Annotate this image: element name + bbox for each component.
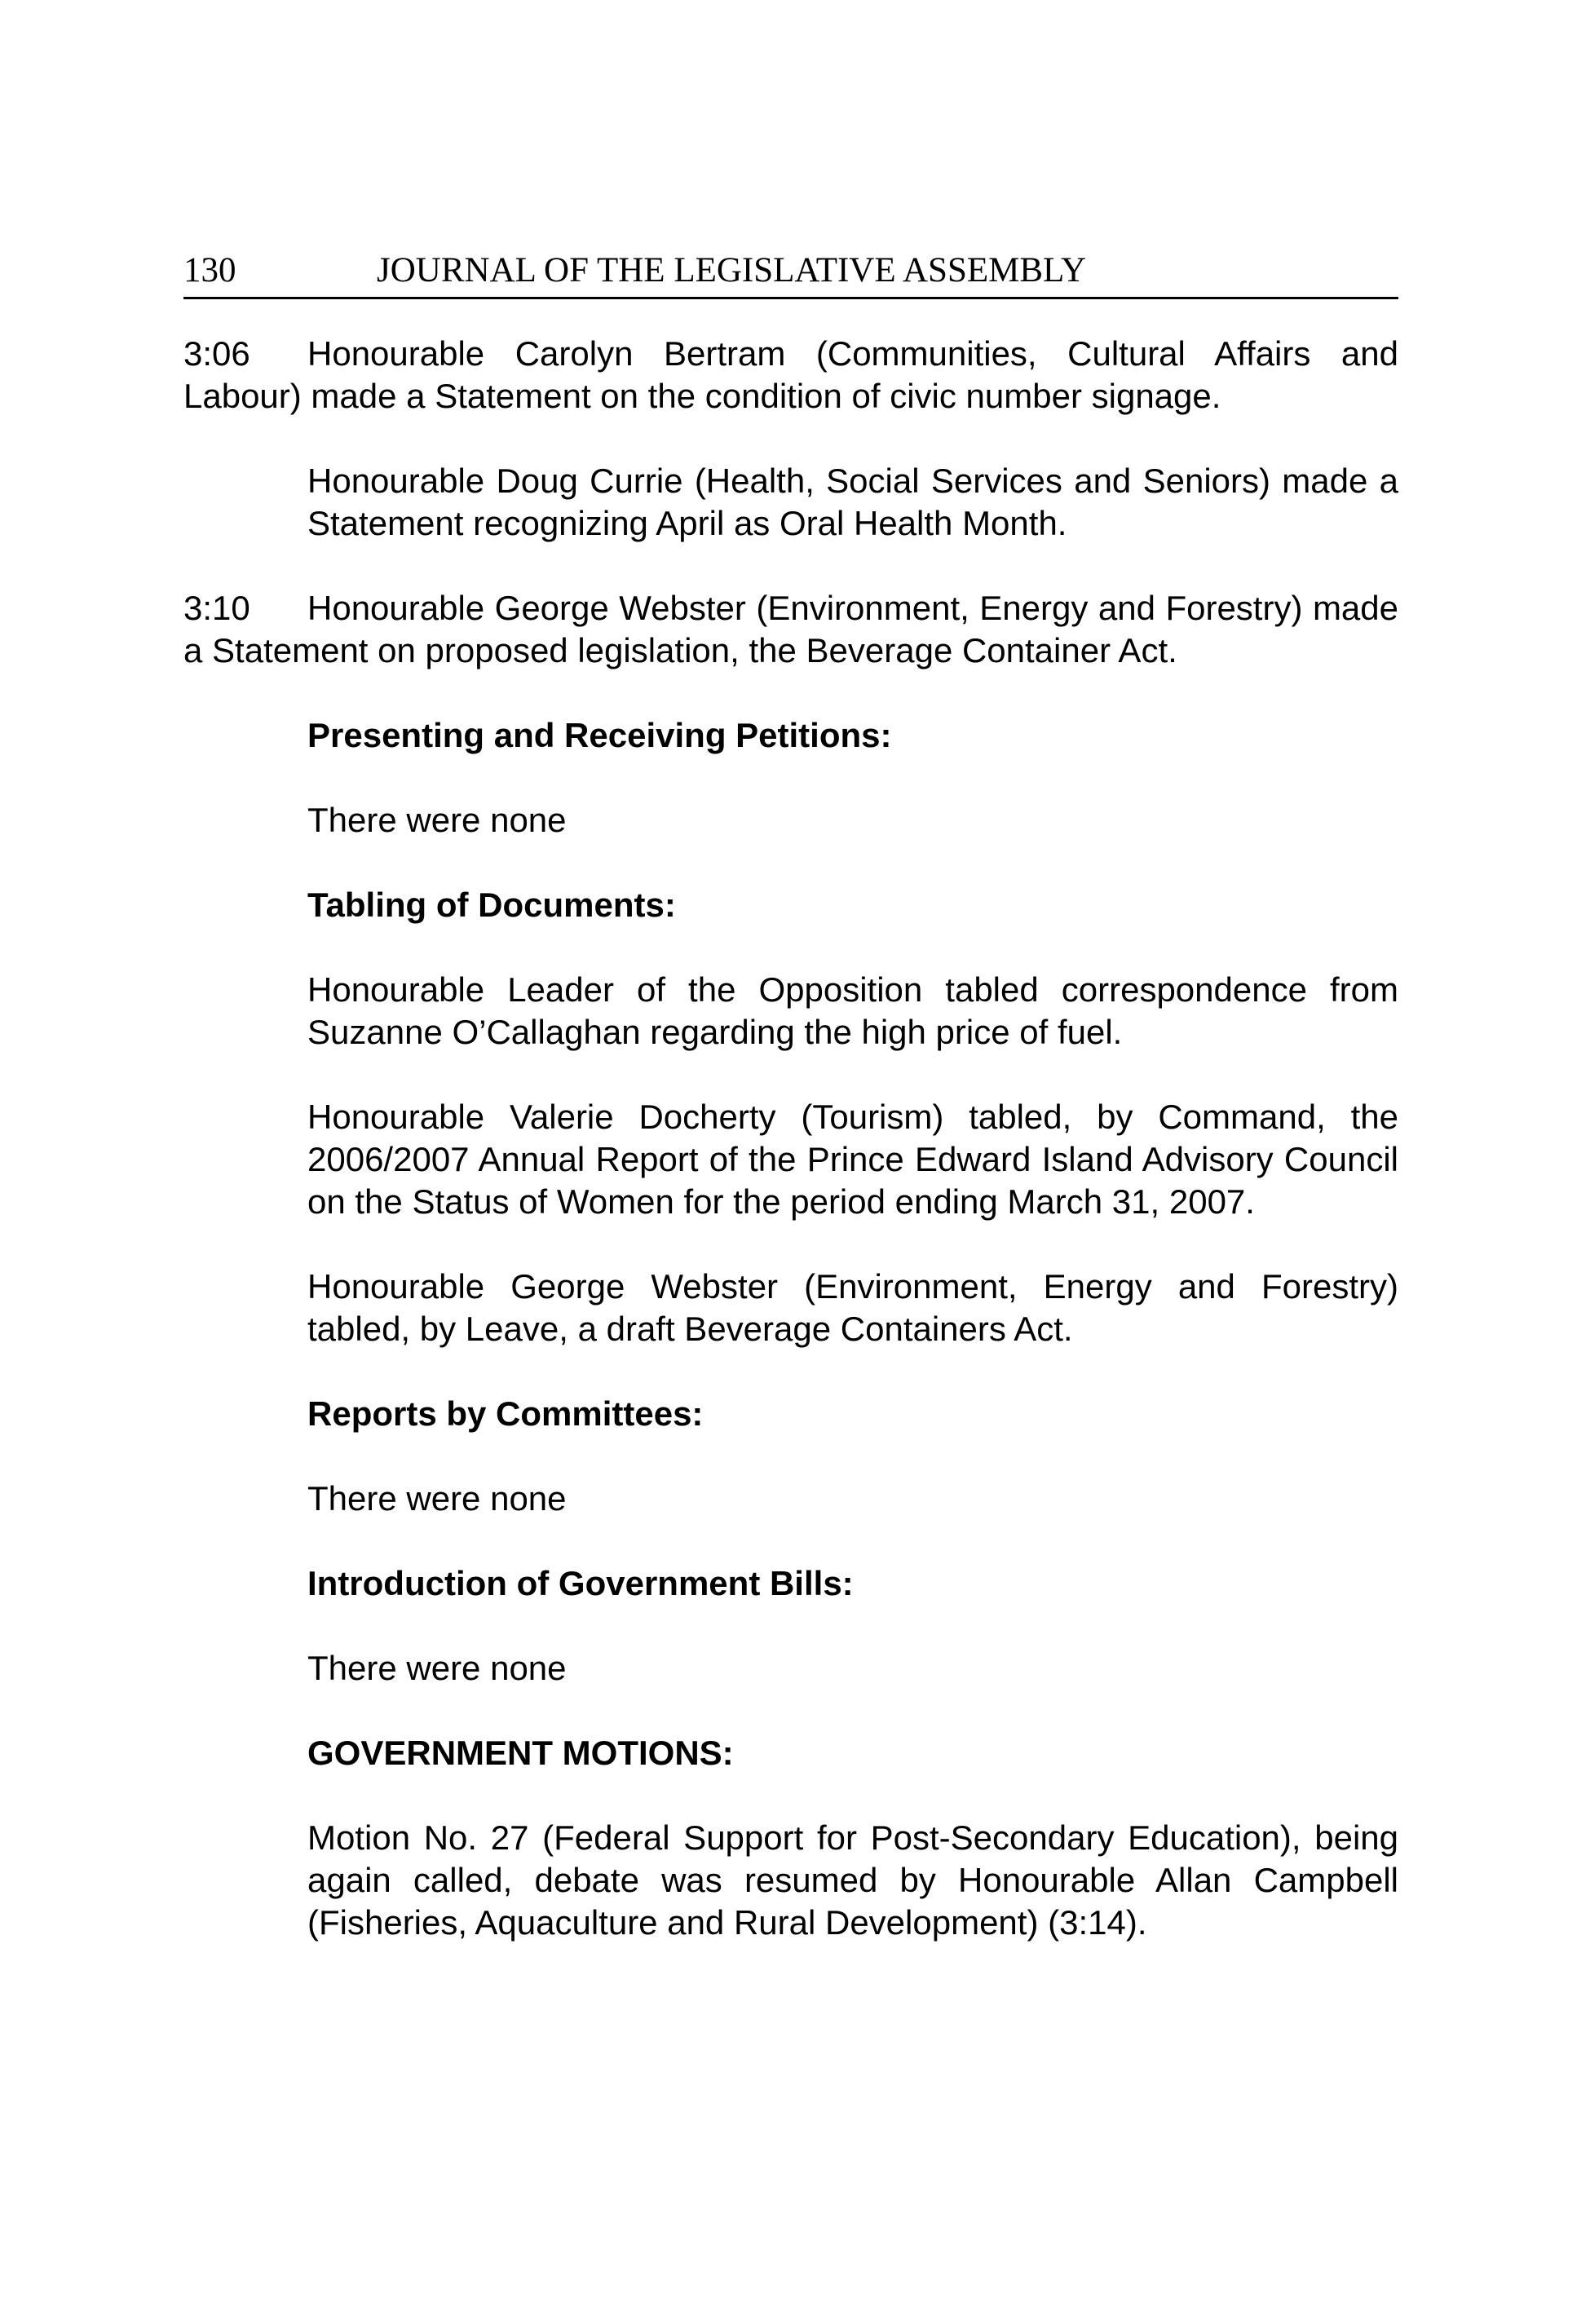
page-number: 130 (183, 251, 236, 289)
entry-time: 3:10 (183, 589, 250, 627)
committees-text: There were none (307, 1479, 567, 1518)
entry-text: Honourable George Webster (Environment, Energy and Forestry) made a Statement on proposed legislation, the Beverage Container Act. (183, 589, 1398, 669)
entry-3-06 (183, 333, 1398, 418)
journal-page (183, 245, 1398, 1944)
tabling-paragraph-3: Honourable George Webster (Environment, Energy and Forestry) tabled, by Leave, a draft Beverage Containers Act. (307, 1267, 1398, 1348)
entry-3-10 (183, 587, 1398, 672)
government-motions-text: Motion No. 27 (Federal Support for Post-Secondary Education), being again called, debate was resumed by Honourable Allan Campbell (Fisheries, Aquaculture and Rural Development) (3:14). (307, 1818, 1398, 1942)
journal-body (183, 333, 1398, 1944)
entry-time: 3:06 (183, 334, 250, 373)
petitions-text: There were none (307, 801, 567, 839)
section-heading-committees: Reports by Committees: (307, 1394, 704, 1433)
entry-text: Honourable Carolyn Bertram (Communities, Cultural Affairs and Labour) made a Statement on the condition of civic number signage. (183, 334, 1398, 415)
section-heading-petitions: Presenting and Receiving Petitions: (307, 716, 892, 754)
tabling-paragraph-1: Honourable Leader of the Opposition tabled correspondence from Suzanne O’Callaghan regarding the high price of fuel. (307, 970, 1398, 1051)
government-bills-text: There were none (307, 1649, 567, 1687)
running-header (183, 245, 1398, 299)
section-heading-government-motions: GOVERNMENT MOTIONS: (307, 1734, 734, 1772)
tabling-paragraph-2: Honourable Valerie Docherty (Tourism) tabled, by Command, the 2006/2007 Annual Report of the Prince Edward Island Advisory Council on the Status of Women for the period ending March 31, 2007. (307, 1098, 1398, 1221)
journal-title: JOURNAL OF THE LEGISLATIVE ASSEMBLY (377, 251, 1087, 289)
section-heading-tabling: Tabling of Documents: (307, 886, 676, 924)
entry-currie-statement: Honourable Doug Currie (Health, Social Services and Seniors) made a Statement recognizing April as Oral Health Month. (307, 462, 1398, 542)
section-heading-government-bills: Introduction of Government Bills: (307, 1564, 854, 1602)
